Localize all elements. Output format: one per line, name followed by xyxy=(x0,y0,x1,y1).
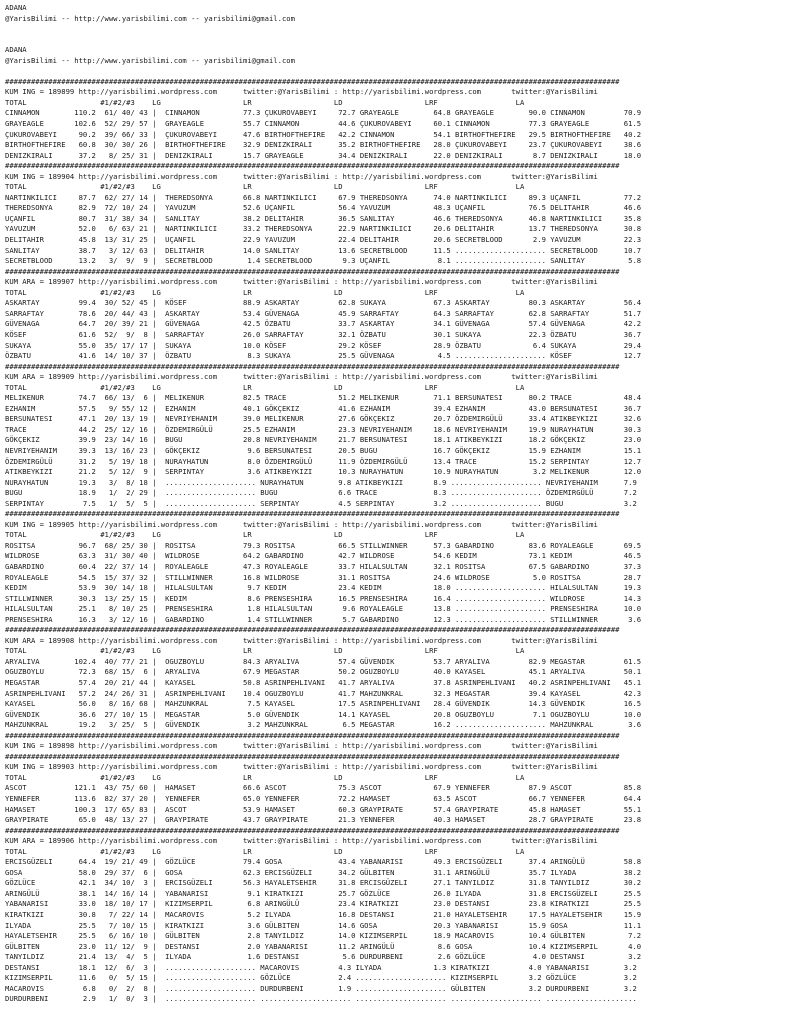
table-row: YAVUZUM 52.0 6/ 63/ 21 | NARTINKILICI 33.2 THEREDSONYA 22.9 NARTINKILICI 20.6 DELITAHIR 13.7 THEREDSONYA 30.8 xyxy=(5,224,642,234)
table-row: GRAYPIRATE 65.0 48/ 13/ 27 | GRAYPIRATE 43.7 GRAYPIRATE 21.3 YENNEFER 40.3 HAMASET 28.7 GRAYPIRATE 23.8 xyxy=(5,815,642,825)
table-row: ILYADA 25.5 7/ 10/ 15 | KIRATKIZI 3.6 GÜLBITEN 14.6 GOSA 20.3 YABANARISI 15.9 GOSA 11.1 xyxy=(5,920,642,930)
source-line: @YarisBilimi -- http://www.yarisbilimi.com -- yarisbilimi@gmail.com xyxy=(5,13,295,23)
race-header: KUM ARA = 189907 http://yarisbilimi.wordpress.com twitter:@YarisBilimi : http://yarisbilimi.wordpress.com twitter:@YarisBilimi xyxy=(5,277,598,287)
table-row: KÖSEF 61.6 52/ 9/ 8 | SARRAFTAY 26.0 SARRAFTAY 32.1 ÖZBATU 30.1 SUKAYA 22.3 ÖZBATU 36.7 xyxy=(5,329,642,339)
table-row: ÇUKUROVABEYI 90.2 39/ 66/ 33 | ÇUKUROVABEYI 47.6 BIRTHOFTHEFIRE 42.2 CINNAMON 54.1 BIRTHOFTHEFIRE 29.5 BIRTHOFTHEFIRE 40.2 xyxy=(5,129,642,139)
table-row: SERPINTAY 7.5 1/ 5/ 5 | ..................... SERPINTAY 4.5 SERPINTAY 3.2 ..................... BUGU 3.2 xyxy=(5,498,637,508)
table-row: GÖZLÜCE 42.1 34/ 10/ 3 | ERCISGÜZELI 56.3 HAYALETSEHIR 31.8 ERCISGÜZELI 27.1 TANYILDIZ 31.8 TANYILDIZ 30.2 xyxy=(5,878,642,888)
table-row: ERCISGÜZELI 64.4 19/ 21/ 49 | GÖZLÜCE 79.4 GOSA 43.4 YABANARISI 49.3 ERCISGÜZELI 37.4 ARINGÜLÜ 58.8 xyxy=(5,857,642,867)
section-divider: ############################################################################################################################################## xyxy=(5,161,620,171)
source-line: @YarisBilimi -- http://www.yarisbilimi.com -- yarisbilimi@gmail.com xyxy=(5,55,295,65)
table-row: GÜVENAGA 64.7 20/ 39/ 21 | GÜVENAGA 42.5 ÖZBATU 33.7 ASKARTAY 34.1 GÜVENAGA 57.4 GÜVENAGA 42.2 xyxy=(5,319,642,329)
table-header: TOTAL #1/#2/#3 LG LR LD LRF LA xyxy=(5,846,525,856)
race-header: KUM ARA = 189908 http://yarisbilimi.wordpress.com twitter:@YarisBilimi : http://yarisbilimi.wordpress.com twitter:@YarisBilimi xyxy=(5,635,598,645)
table-row: YABANARISI 33.0 18/ 10/ 17 | KIZIMSERPIL 6.8 ARINGÜLÜ 23.4 KIRATKIZI 23.0 DESTANSI 23.8 KIRATKIZI 25.5 xyxy=(5,899,642,909)
table-row: STILLWINNER 30.3 13/ 25/ 15 | KEDIM 8.6 PRENSESHIRA 16.5 PRENSESHIRA 16.4 ..................... WILDROSE 14.3 xyxy=(5,593,642,603)
table-row: UÇANFIL 80.7 31/ 38/ 34 | SANLITAY 38.2 DELITAHIR 36.5 SANLITAY 46.6 THEREDSONYA 46.8 NARTINKILICI 35.8 xyxy=(5,213,642,223)
table-row: NARTINKILICI 87.7 62/ 27/ 14 | THEREDSONYA 66.8 NARTINKILICI 67.9 THEREDSONYA 74.0 NARTINKILICI 89.3 UÇANFIL 77.2 xyxy=(5,192,642,202)
section-divider: ############################################################################################################################################## xyxy=(5,509,620,519)
table-row: TANYILDIZ 21.4 13/ 4/ 5 | ILYADA 1.6 DESTANSI 5.6 DURDURBENI 2.6 GÖZLÜCE 4.0 DESTANSI 3.2 xyxy=(5,952,642,962)
table-row: ASKARTAY 99.4 30/ 52/ 45 | KÖSEF 88.9 ASKARTAY 62.8 SUKAYA 67.3 ASKARTAY 80.3 ASKARTAY 56.4 xyxy=(5,298,642,308)
table-header: TOTAL #1/#2/#3 LG LR LD LRF LA xyxy=(5,97,525,107)
table-row: CINNAMON 110.2 61/ 40/ 43 | CINNAMON 77.3 ÇUKUROVABEYI 72.7 GRAYEAGLE 64.8 GRAYEAGLE 90.0 CINNAMON 70.9 xyxy=(5,108,642,118)
table-row: DELITAHIR 45.8 13/ 31/ 25 | UÇANFIL 22.9 YAVUZUM 22.4 DELITAHIR 20.6 SECRETBLOOD 2.9 YAVUZUM 22.3 xyxy=(5,235,642,245)
section-divider: ############################################################################################################################################## xyxy=(5,76,620,86)
section-divider: ############################################################################################################################################## xyxy=(5,625,620,635)
table-header: TOTAL #1/#2/#3 LG LR LD LRF LA xyxy=(5,382,525,392)
table-row: GÖKÇEKIZ 39.9 23/ 14/ 16 | BUGU 20.8 NEVRIYEHANIM 21.7 BERSUNATESI 18.1 ATIKBEYKIZI 18.2 GÖKÇEKIZ 23.0 xyxy=(5,435,642,445)
table-header: TOTAL #1/#2/#3 LG LR LD LRF LA xyxy=(5,530,525,540)
table-row: DESTANSI 18.1 12/ 6/ 3 | ..................... MACAROVIS 4.3 ILYADA 1.3 KIRATKIZI 4.0 YABANARISI 3.2 xyxy=(5,962,637,972)
table-row: KAYASEL 56.0 8/ 16/ 68 | MAHZUNKRAL 7.5 KAYASEL 17.5 ASRINPEHLIVANI 28.4 GÜVENDIK 14.3 GÜVENDIK 16.5 xyxy=(5,699,642,709)
table-row: GRAYEAGLE 102.6 52/ 29/ 57 | GRAYEAGLE 55.7 CINNAMON 44.6 ÇUKUROVABEYI 60.1 CINNAMON 77.3 GRAYEAGLE 61.5 xyxy=(5,119,642,129)
table-row: THEREDSONYA 82.9 72/ 10/ 24 | YAVUZUM 52.6 UÇANFIL 56.4 YAVUZUM 48.3 UÇANFIL 76.5 DELITAHIR 46.6 xyxy=(5,203,642,213)
race-header: KUM ARA = 189909 http://yarisbilimi.wordpress.com twitter:@YarisBilimi : http://yarisbilimi.wordpress.com twitter:@YarisBilimi xyxy=(5,372,598,382)
race-header: KUM ING = 189898 http://yarisbilimi.wordpress.com twitter:@YarisBilimi : http://yarisbilimi.wordpress.com twitter:@YarisBilimi xyxy=(5,741,598,751)
section-divider: ############################################################################################################################################## xyxy=(5,751,620,761)
table-row: HAMASET 100.3 17/ 65/ 83 | ASCOT 53.9 HAMASET 60.3 GRAYPIRATE 57.4 GRAYPIRATE 45.8 HAMASET 55.1 xyxy=(5,804,642,814)
table-row: GOSA 58.0 29/ 37/ 6 | GOSA 62.3 ERCISGÜZELI 34.2 GÜLBITEN 31.1 ARINGÜLÜ 35.7 ILYADA 38.2 xyxy=(5,867,642,877)
table-row: EZHANIM 57.5 9/ 55/ 12 | EZHANIM 40.1 GÖKÇEKIZ 41.6 EZHANIM 39.4 EZHANIM 43.0 BERSUNATESI 36.7 xyxy=(5,403,642,413)
table-row: HILALSULTAN 25.1 8/ 10/ 25 | PRENSESHIRA 1.8 HILALSULTAN 9.6 ROYALEAGLE 13.8 ..................... PRENSESHIRA 10.0 xyxy=(5,604,642,614)
table-row: WILDROSE 63.3 31/ 30/ 40 | WILDROSE 64.2 GABARDINO 42.7 WILDROSE 54.6 KEDIM 73.1 KEDIM 46.5 xyxy=(5,551,642,561)
table-row: BERSUNATESI 47.1 20/ 13/ 19 | NEVRIYEHANIM 39.0 MELIKENUR 27.6 GÖKÇEKIZ 20.7 ÖZDEMIRGÜLÜ 33.4 ATIKBEYKIZI 32.6 xyxy=(5,414,642,424)
table-row: BUGU 18.9 1/ 2/ 29 | ..................... BUGU 6.6 TRACE 8.3 ..................... ÖZDEMIRGÜLÜ 7.2 xyxy=(5,488,637,498)
race-header: KUM ING = 189903 http://yarisbilimi.wordpress.com twitter:@YarisBilimi : http://yarisbilimi.wordpress.com twitter:@YarisBilimi xyxy=(5,762,598,772)
table-header: TOTAL #1/#2/#3 LG LR LD LRF LA xyxy=(5,646,525,656)
table-header: TOTAL #1/#2/#3 LG LR LD LRF LA xyxy=(5,287,525,297)
race-header: KUM ARA = 189906 http://yarisbilimi.wordpress.com twitter:@YarisBilimi : http://yarisbilimi.wordpress.com twitter:@YarisBilimi xyxy=(5,836,598,846)
table-row: ARYALIVA 102.4 40/ 77/ 21 | OGUZBOYLU 84.3 ARYALIVA 57.4 GÜVENDIK 53.7 ARYALIVA 82.9 MEGASTAR 61.5 xyxy=(5,656,642,666)
table-header: TOTAL #1/#2/#3 LG LR LD LRF LA xyxy=(5,772,525,782)
table-row: ROYALEAGLE 54.5 15/ 37/ 32 | STILLWINNER 16.8 WILDROSE 31.1 ROSITSA 24.6 WILDROSE 5.0 ROSITSA 28.7 xyxy=(5,572,642,582)
table-row: ÖZDEMIRGÜLÜ 31.2 5/ 19/ 18 | NURAYHATUN 8.0 ÖZDEMIRGÜLÜ 11.9 ÖZDEMIRGÜLÜ 13.4 TRACE 15.2 SERPINTAY 12.7 xyxy=(5,456,642,466)
table-row: ÖZBATU 41.6 14/ 10/ 37 | ÖZBATU 8.3 SUKAYA 25.5 GÜVENAGA 4.5 ..................... KÖSEF 12.7 xyxy=(5,351,642,361)
table-row: KIZIMSERPIL 11.6 0/ 5/ 15 | ..................... GÖZLÜCE 2.4 ..................... KIZIMSERPIL 3.2 GÖZLÜCE 3.2 xyxy=(5,973,637,983)
city-title: ADANA xyxy=(5,45,27,55)
city-title: ADANA xyxy=(5,3,27,12)
table-row: GABARDINO 60.4 22/ 37/ 14 | ROYALEAGLE 47.3 ROYALEAGLE 33.7 HILALSULTAN 32.1 ROSITSA 67.5 GABARDINO 37.3 xyxy=(5,561,642,571)
table-row: ROSITSA 96.7 68/ 25/ 30 | ROSITSA 79.3 ROSITSA 66.5 STILLWINNER 57.3 GABARDINO 83.6 ROYALEAGLE 69.5 xyxy=(5,540,642,550)
table-row: SECRETBLOOD 13.2 3/ 9/ 9 | SECRETBLOOD 1.4 SECRETBLOOD 9.3 UÇANFIL 8.1 ..................... SANLITAY 5.8 xyxy=(5,256,642,266)
race-header: KUM ING = 189904 http://yarisbilimi.wordpress.com twitter:@YarisBilimi : http://yarisbilimi.wordpress.com twitter:@YarisBilimi xyxy=(5,171,598,181)
blank-line xyxy=(5,35,803,46)
table-row: GÜVENDIK 36.6 27/ 10/ 15 | MEGASTAR 5.0 GÜVENDIK 14.1 KAYASEL 20.8 OGUZBOYLU 7.1 OGUZBOYLU 10.0 xyxy=(5,709,642,719)
section-divider: ############################################################################################################################################## xyxy=(5,361,620,371)
table-row: ASCOT 121.1 43/ 75/ 60 | HAMASET 66.6 ASCOT 75.3 ASCOT 67.9 YENNEFER 87.9 ASCOT 85.8 xyxy=(5,783,642,793)
table-row: ATIKBEYKIZI 21.2 5/ 12/ 9 | SERPINTAY 3.6 ATIKBEYKIZI 10.3 NURAYHATUN 10.9 NURAYHATUN 3.2 MELIKENUR 12.0 xyxy=(5,467,642,477)
table-row: ASRINPEHLIVANI 57.2 24/ 26/ 31 | ASRINPEHLIVANI 10.4 OGUZBOYLU 41.7 MAHZUNKRAL 32.3 MEGASTAR 39.4 KAYASEL 42.3 xyxy=(5,688,642,698)
table-row: GÜLBITEN 23.0 11/ 12/ 9 | DESTANSI 2.0 YABANARISI 11.2 ARINGÜLÜ 8.6 GOSA 10.4 KIZIMSERPIL 4.0 xyxy=(5,941,642,951)
table-row: NURAYHATUN 19.3 3/ 8/ 18 | ..................... NURAYHATUN 9.8 ATIKBEYKIZI 8.9 ..................... NEVRIYEHANIM 7.9 xyxy=(5,477,637,487)
table-row: BIRTHOFTHEFIRE 60.8 30/ 30/ 26 | BIRTHOFTHEFIRE 32.9 DENIZKIRALI 35.2 BIRTHOFTHEFIRE 28.0 ÇUKUROVABEYI 23.7 ÇUKUROVABEYI 38.6 xyxy=(5,140,642,150)
table-row: DURDURBENI 2.9 1/ 0/ 3 | ..................... ..................... ..................... ..................... ..................... xyxy=(5,994,637,1004)
table-row: MELIKENUR 74.7 66/ 13/ 6 | MELIKENUR 82.5 TRACE 51.2 MELIKENUR 71.1 BERSUNATESI 80.2 TRACE 48.4 xyxy=(5,393,642,403)
table-row: HAYALETSEHIR 25.5 6/ 16/ 10 | GÜLBITEN 2.8 TANYILDIZ 14.0 KIZIMSERPIL 18.9 MACAROVIS 10.4 GÜLBITEN 7.2 xyxy=(5,931,642,941)
table-row: KIRATKIZI 30.8 7/ 22/ 14 | MACAROVIS 5.2 ILYADA 16.8 DESTANSI 21.0 HAYALETSEHIR 17.5 HAYALETSEHIR 15.9 xyxy=(5,910,642,920)
table-row: OGUZBOYLU 72.3 68/ 15/ 6 | ARYALIVA 67.9 MEGASTAR 50.2 OGUZBOYLU 40.0 KAYASEL 45.1 ARYALIVA 50.1 xyxy=(5,667,642,677)
table-row: YENNEFER 113.6 82/ 37/ 20 | YENNEFER 65.0 YENNEFER 72.2 HAMASET 63.5 ASCOT 66.7 YENNEFER 64.4 xyxy=(5,794,642,804)
race-header: KUM ING = 189899 http://yarisbilimi.wordpress.com twitter:@YarisBilimi : http://yarisbilimi.wordpress.com twitter:@YarisBilimi xyxy=(5,87,598,97)
race-header: KUM ING = 189905 http://yarisbilimi.wordpress.com twitter:@YarisBilimi : http://yarisbilimi.wordpress.com twitter:@YarisBilimi xyxy=(5,519,598,529)
table-row: MACAROVIS 6.8 0/ 2/ 8 | ..................... DURDURBENI 1.9 ..................... GÜLBITEN 3.2 DURDURBENI 3.2 xyxy=(5,983,637,993)
table-row: SARRAFTAY 78.6 20/ 44/ 43 | ASKARTAY 53.4 GÜVENAGA 45.9 SARRAFTAY 64.3 SARRAFTAY 62.8 SARRAFTAY 51.7 xyxy=(5,308,642,318)
table-row: SUKAYA 55.0 35/ 17/ 17 | SUKAYA 10.0 KÖSEF 29.2 KÖSEF 28.9 ÖZBATU 6.4 SUKAYA 29.4 xyxy=(5,340,642,350)
section-divider: ############################################################################################################################################## xyxy=(5,825,620,835)
section-divider: ############################################################################################################################################## xyxy=(5,730,620,740)
table-row: MAHZUNKRAL 19.2 3/ 25/ 5 | GÜVENDIK 3.2 MAHZUNKRAL 6.5 MEGASTAR 16.2 ..................... MAHZUNKRAL 3.6 xyxy=(5,720,642,730)
table-row: NEVRIYEHANIM 39.3 13/ 16/ 23 | GÖKÇEKIZ 9.6 BERSUNATESI 20.5 BUGU 16.7 GÖKÇEKIZ 15.9 EZHANIM 15.1 xyxy=(5,445,642,455)
table-header: TOTAL #1/#2/#3 LG LR LD LRF LA xyxy=(5,182,525,192)
table-row: ARINGÜLÜ 38.1 14/ 16/ 14 | YABANARISI 9.1 KIRATKIZI 25.7 GÖZLÜCE 26.0 ILYADA 31.8 ERCISGÜZELI 25.5 xyxy=(5,888,642,898)
blank-line xyxy=(5,24,803,35)
section-divider: ############################################################################################################################################## xyxy=(5,266,620,276)
table-row: SANLITAY 38.7 3/ 12/ 63 | DELITAHIR 14.0 SANLITAY 13.6 SECRETBLOOD 11.5 ..................... SECRETBLOOD 10.7 xyxy=(5,245,642,255)
table-row: TRACE 44.2 25/ 12/ 16 | ÖZDEMIRGÜLÜ 25.5 EZHANIM 23.3 NEVRIYEHANIM 18.6 NEVRIYEHANIM 19.9 NURAYHATUN 30.3 xyxy=(5,424,642,434)
table-row: MEGASTAR 57.4 20/ 21/ 44 | KAYASEL 50.8 ASRINPEHLIVANI 41.7 ARYALIVA 37.8 ASRINPEHLIVANI 40.2 ASRINPEHLIVANI 45.1 xyxy=(5,678,642,687)
blank-line xyxy=(5,66,803,77)
table-row: DENIZKIRALI 37.2 8/ 25/ 31 | DENIZKIRALI 15.7 GRAYEAGLE 34.4 DENIZKIRALI 22.0 DENIZKIRALI 8.7 DENIZKIRALI 18.0 xyxy=(5,150,642,160)
table-row: PRENSESHIRA 16.3 3/ 12/ 16 | GABARDINO 1.4 STILLWINNER 5.7 GABARDINO 12.3 ..................... STILLWINNER 3.6 xyxy=(5,614,642,624)
table-row: KEDIM 53.9 30/ 14/ 18 | HILALSULTAN 9.7 KEDIM 23.4 KEDIM 18.0 ..................... HILALSULTAN 19.3 xyxy=(5,583,642,593)
